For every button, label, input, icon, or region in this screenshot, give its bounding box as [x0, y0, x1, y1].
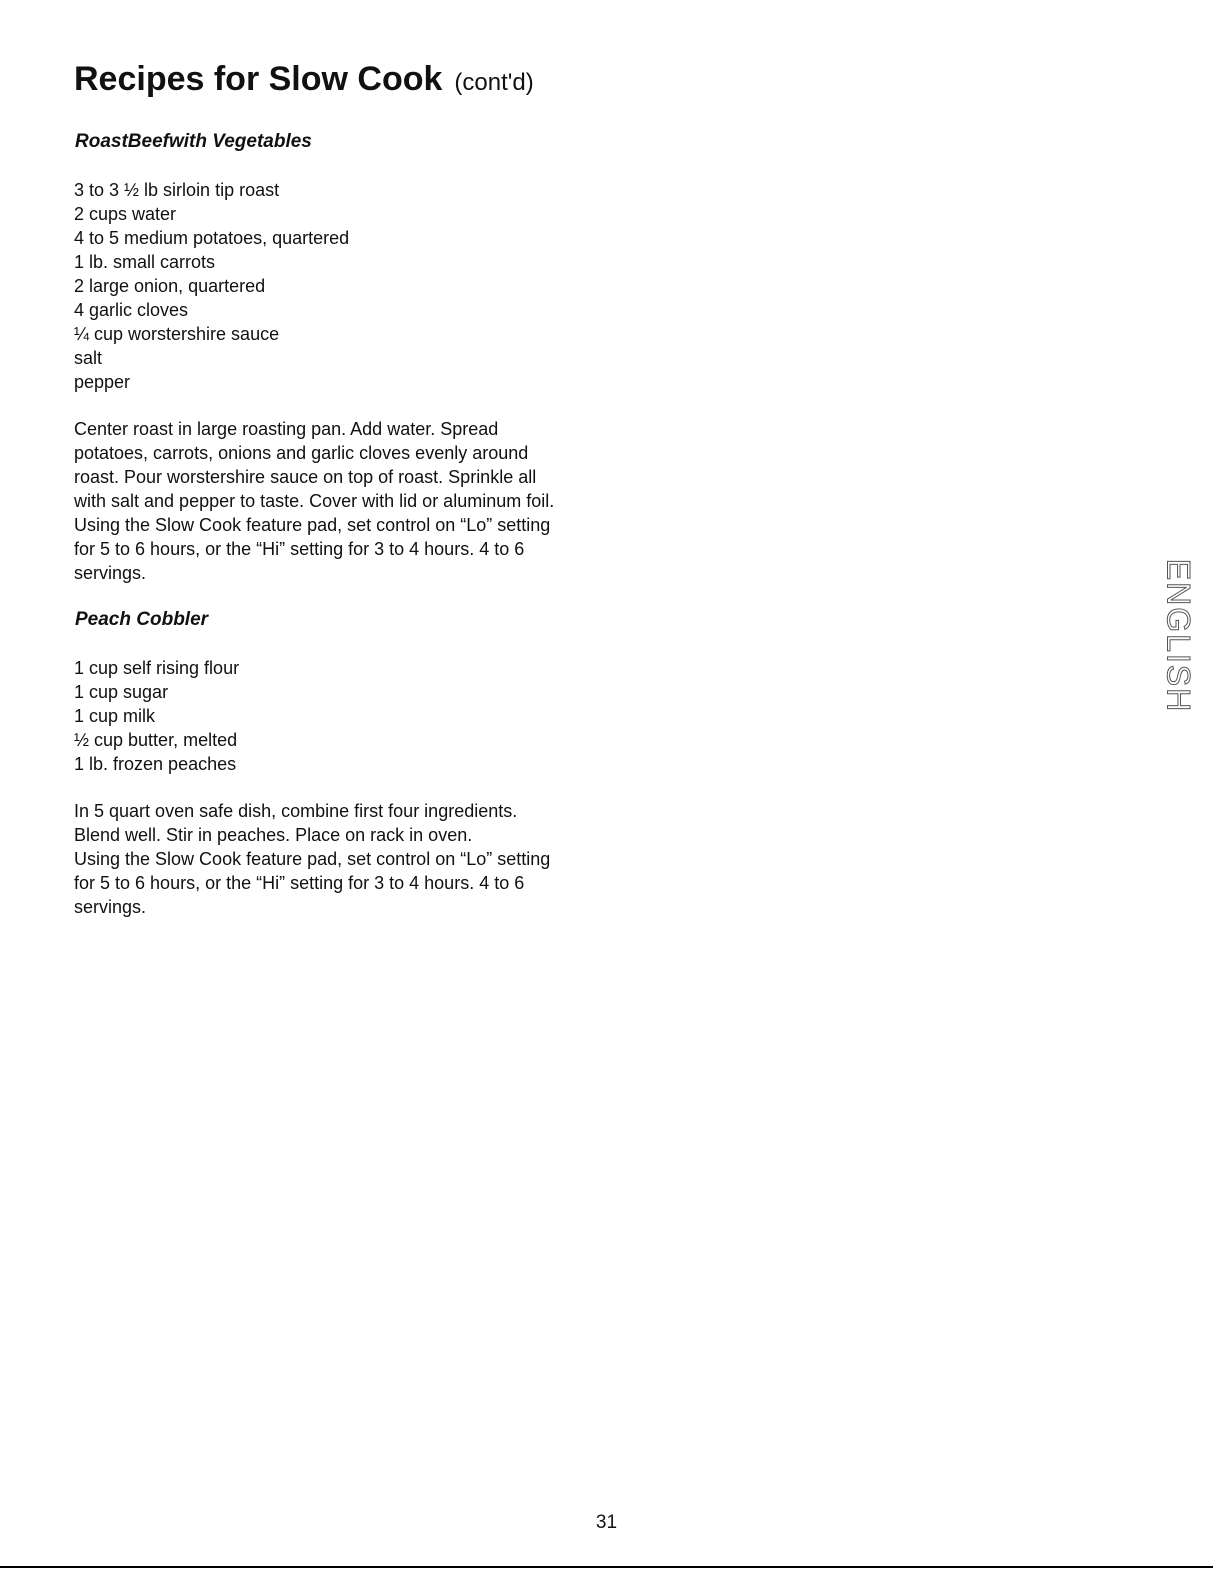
- directions-line: Using the Slow Cook feature pad, set control on “Lo” setting: [74, 849, 551, 869]
- directions-line: Using the Slow Cook feature pad, set control on “Lo” setting: [74, 515, 551, 535]
- page-title: [74, 62, 534, 96]
- directions-line: servings.: [74, 897, 147, 917]
- ingredient-item: salt: [74, 348, 103, 368]
- ingredient-item: ¼ cup worstershire sauce: [74, 324, 280, 344]
- ingredient-item: 4 to 5 medium potatoes, quartered: [74, 228, 350, 248]
- ingredient-item: 1 cup sugar: [74, 682, 169, 702]
- directions-roast-beef: [74, 417, 634, 585]
- directions-line: servings.: [74, 563, 147, 583]
- bottom-rule: [0, 1566, 1213, 1568]
- ingredient-item: 2 cups water: [74, 204, 177, 224]
- language-side-tab-label: ENGLISH: [1160, 558, 1197, 714]
- ingredient-item: 1 lb. frozen peaches: [74, 754, 237, 774]
- directions-line: for 5 to 6 hours, or the “Hi” setting for 3 to 4 hours. 4 to 6: [74, 873, 525, 893]
- ingredient-list-roast-beef: [74, 178, 349, 394]
- ingredient-item: ½ cup butter, melted: [74, 730, 238, 750]
- directions-line: Center roast in large roasting pan. Add water. Spread: [74, 419, 499, 439]
- recipe-title-peach-cobbler: Peach Cobbler: [75, 609, 209, 630]
- ingredient-item: 1 cup self rising flour: [74, 658, 240, 678]
- page-title-main: Recipes for Slow Cook: [74, 60, 443, 98]
- ingredient-item: pepper: [74, 372, 131, 392]
- recipe-title-roast-beef: RoastBeefwith Vegetables: [75, 131, 312, 152]
- page-number: 31: [595, 1512, 618, 1533]
- page-title-suffix: (cont'd): [454, 69, 534, 96]
- directions-line: Blend well. Stir in peaches. Place on rack in oven.: [74, 825, 473, 845]
- directions-line: for 5 to 6 hours, or the “Hi” setting for 3 to 4 hours. 4 to 6: [74, 539, 525, 559]
- ingredient-list-peach-cobbler: [74, 656, 239, 776]
- ingredient-item: 3 to 3 ½ lb sirloin tip roast: [74, 180, 280, 200]
- directions-line: roast. Pour worstershire sauce on top of roast. Sprinkle all: [74, 467, 537, 487]
- directions-line: In 5 quart oven safe dish, combine first four ingredients.: [74, 801, 518, 821]
- ingredient-item: 1 cup milk: [74, 706, 156, 726]
- ingredient-item: 4 garlic cloves: [74, 300, 189, 320]
- directions-peach-cobbler: [74, 799, 634, 919]
- ingredient-item: 1 lb. small carrots: [74, 252, 216, 272]
- language-side-tab: [1158, 558, 1198, 714]
- directions-line: with salt and pepper to taste. Cover with lid or aluminum foil.: [74, 491, 555, 511]
- directions-line: potatoes, carrots, onions and garlic cloves evenly around: [74, 443, 529, 463]
- ingredient-item: 2 large onion, quartered: [74, 276, 266, 296]
